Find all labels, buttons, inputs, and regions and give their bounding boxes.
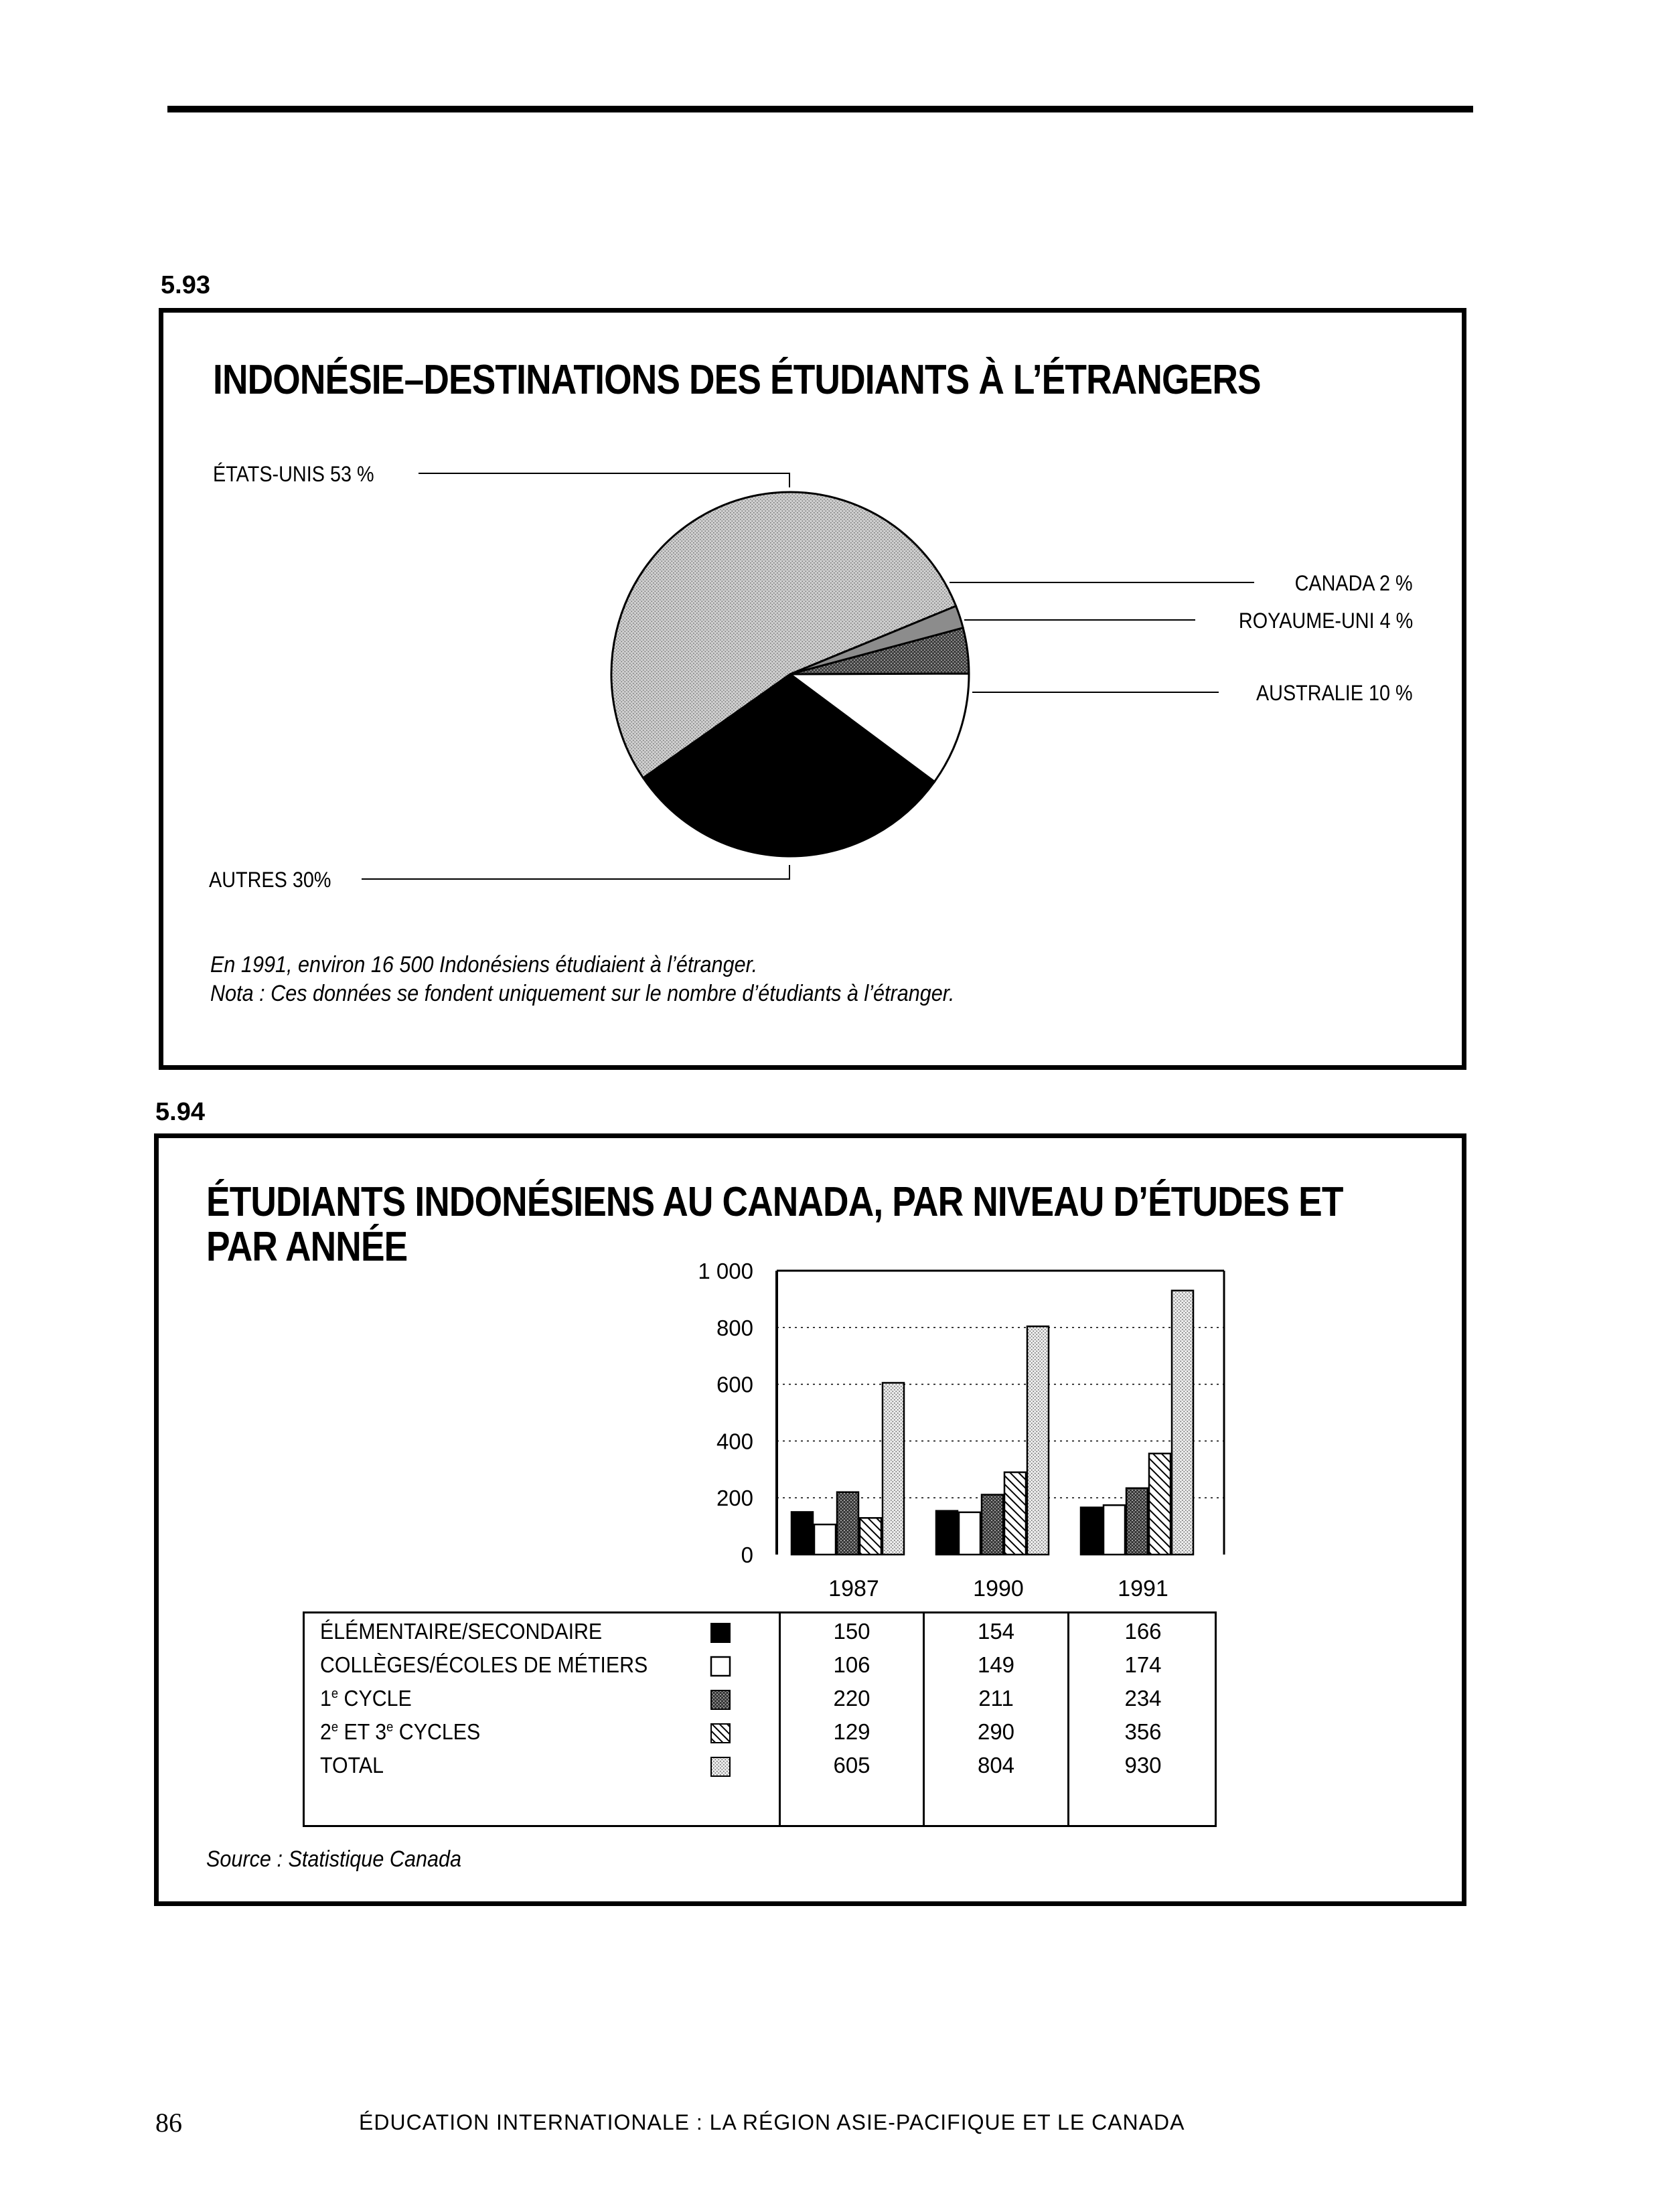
bar (837, 1492, 858, 1555)
bar (1172, 1291, 1193, 1555)
pie-chart (0, 0, 1666, 1071)
table-column-1990 (925, 1619, 1067, 1786)
pie-label-uk: ROYAUME-UNI 4 % (1238, 609, 1413, 633)
swatch-total (711, 1757, 730, 1776)
figure-number-5-93: 5.93 (161, 271, 210, 299)
row-label-total: TOTAL (320, 1753, 384, 1778)
bar (1126, 1488, 1148, 1555)
table-cell: 149 (977, 1652, 1015, 1677)
bar (1004, 1472, 1026, 1555)
bar-chart-source: Source : Statistique Canada (206, 1846, 462, 1872)
table-cell: 166 (1124, 1619, 1162, 1644)
pie-chart-title: INDONÉSIE–DESTINATIONS DES ÉTUDIANTS À L’ÉTRANGERS (213, 357, 1261, 403)
bar-chart-title-line2: PAR ANNÉE (206, 1224, 408, 1270)
table-cell: 605 (833, 1753, 870, 1778)
x-tick-label: 1991 (1118, 1576, 1168, 1601)
table-column-1991 (1069, 1619, 1217, 1786)
pie-label-others: AUTRES 30% (209, 868, 331, 892)
pie-label-usa: ÉTATS-UNIS 53 % (213, 462, 374, 486)
pie-label-australia: AUSTRALIE 10 % (1256, 681, 1413, 705)
page-number: 86 (155, 2108, 182, 2138)
row-label-elementary: ÉLÉMENTAIRE/SECONDAIRE (320, 1619, 603, 1644)
swatch-first-cycle (711, 1690, 730, 1709)
y-tick-label: 800 (716, 1315, 753, 1340)
table-cell: 106 (833, 1652, 870, 1677)
table-cell: 356 (1124, 1719, 1162, 1744)
bar (1104, 1505, 1125, 1555)
y-tick-label: 1 000 (698, 1259, 753, 1283)
bar (936, 1511, 958, 1555)
pie-label-canada: CANADA 2 % (1294, 571, 1413, 595)
table-cell: 174 (1124, 1652, 1162, 1677)
leader-line-usa (419, 473, 790, 474)
y-tick-label: 400 (716, 1429, 753, 1454)
bar (1027, 1326, 1049, 1555)
leader-tick-usa (789, 473, 790, 487)
row-label-second-third-cycles: 2e ET 3e CYCLES (320, 1719, 481, 1744)
swatch-colleges (711, 1657, 730, 1676)
x-tick-label: 1990 (973, 1576, 1024, 1601)
x-tick-label: 1987 (828, 1576, 879, 1601)
legend-swatches (703, 1610, 743, 1791)
table-cell: 220 (833, 1686, 870, 1711)
y-tick-label: 200 (716, 1486, 753, 1511)
bar (791, 1512, 813, 1555)
pie-note-line2: Nota : Ces données se fondent uniquement sur le nombre d’étudiants à l’étranger. (210, 981, 955, 1006)
table-cell: 930 (1124, 1753, 1162, 1778)
leader-line-others (362, 878, 790, 880)
bar-chart-title-line1: ÉTUDIANTS INDONÉSIENS AU CANADA, PAR NIVEAU D’ÉTUDES ET (206, 1179, 1343, 1225)
table-cell: 154 (977, 1619, 1015, 1644)
bar (883, 1382, 904, 1555)
bar (959, 1512, 980, 1555)
swatch-second-third-cycles (711, 1724, 730, 1743)
table-cell: 211 (978, 1686, 1014, 1711)
table-cell: 129 (833, 1719, 870, 1744)
leader-line-australia (972, 692, 1219, 693)
bar (860, 1518, 881, 1555)
table-cell: 150 (833, 1619, 870, 1644)
bar (814, 1524, 836, 1555)
page-footer-title: ÉDUCATION INTERNATIONALE : LA RÉGION ASIE-PACIFIQUE ET LE CANADA (359, 2110, 1185, 2134)
swatch-elementary (711, 1624, 730, 1642)
leader-line-uk (964, 619, 1195, 621)
figure-number-5-94: 5.94 (155, 1098, 205, 1126)
row-label-colleges: COLLÈGES/ÉCOLES DE MÉTIERS (320, 1652, 648, 1677)
leader-line-canada (950, 582, 1254, 583)
bar (982, 1495, 1003, 1555)
bar (1081, 1508, 1102, 1555)
pie-note-line1: En 1991, environ 16 500 Indonésiens étudiaient à l’étranger. (210, 952, 758, 977)
table-cell: 804 (977, 1753, 1015, 1778)
leader-tick-others (789, 865, 790, 880)
bar-chart (0, 1205, 1666, 1607)
row-label-first-cycle: 1e CYCLE (320, 1686, 412, 1711)
y-tick-label: 600 (716, 1372, 753, 1397)
table-cell: 234 (1124, 1686, 1162, 1711)
table-cell: 290 (977, 1719, 1015, 1744)
table-column-1987 (781, 1619, 923, 1786)
y-tick-label: 0 (741, 1543, 753, 1567)
bar (1149, 1453, 1170, 1555)
